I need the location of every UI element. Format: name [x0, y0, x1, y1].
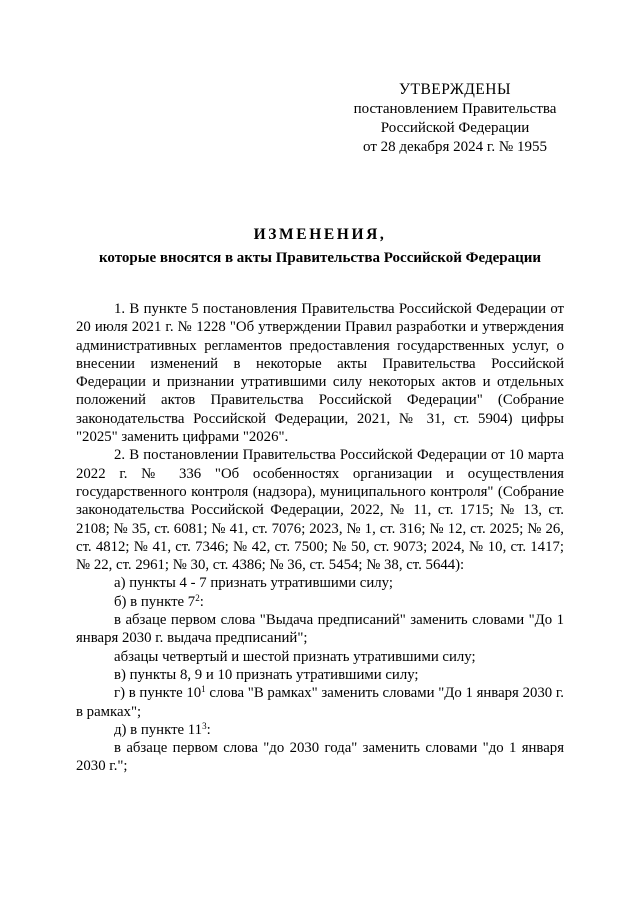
document-title: ИЗМЕНЕНИЯ, — [253, 226, 387, 243]
item-d-tail: : — [206, 721, 211, 738]
item-b-subparagraph-1: в абзаце первом слова "Выдача предписаний" заменить словами "До 1 января 2030 г. выдача предписаний"; — [76, 612, 564, 647]
approval-line-1: постановлением Правительства — [353, 101, 557, 117]
item-b-superscript: 2 — [195, 592, 200, 603]
item-g-superscript: 1 — [201, 684, 206, 695]
item-d-subparagraph-1: в абзаце первом слова "до 2030 года" заменить словами "до 1 января 2030 г."; — [76, 740, 564, 775]
item-b-tail: : — [199, 593, 204, 610]
item-g-pre: г) в пункте 10 — [114, 685, 202, 702]
document-subtitle: которые вносятся в акты Правительства Российской Федерации — [98, 250, 542, 266]
item-c: в) пункты 8, 9 и 10 признать утратившими силу; — [114, 666, 419, 683]
item-b-text: б) в пункте 7 — [114, 593, 196, 610]
item-g-post: слова "В рамках" заменить словами "До 1 января 2030 г. в рамках"; — [76, 685, 564, 720]
document-body — [76, 300, 564, 776]
item-d-superscript: 3 — [202, 720, 207, 731]
paragraph-2: 2. В постановлении Правительства Российской Федерации от 10 марта 2022 г. № 336 "Об особенностях организации и осуществления государственного контроля (надзора), муниципального контроля" (Собрание законодательства Российской Федерации, 2022, № 11, ст. 1715; № 13, ст. 2108; № 35, ст. 6081; № 41, ст. 7076; 2023, № 1, ст. 316; № 12, ст. 2025; № 26, ст. 4812; № 41, ст. 7346; № 42, ст. 7500; № 50, ст. 9073; 2024, № 10, ст. 1417; № 22, ст. 2961; № 30, ст. 4386; № 36, ст. 5454; № 38, ст. 5644): — [76, 447, 564, 574]
item-b — [76, 593, 564, 611]
approval-heading: УТВЕРЖДЕНЫ — [399, 81, 511, 98]
item-d-text: д) в пункте 11 — [114, 721, 203, 738]
item-d — [76, 721, 564, 739]
item-g — [76, 684, 564, 721]
paragraph-1: 1. В пункте 5 постановления Правительства Российской Федерации от 20 июля 2021 г. № 1228 "Об утверждении Правил разработки и утверждения административных регламентов предоставления государственных услуг, о внесении изменений в некоторые акты Правительства Российской Федерации и признании утратившими силу некоторых актов и отдельных положений актов Правительства Российской Федерации" (Собрание законодательства Российской Федерации, 2021, № 31, ст. 5904) цифры "2025" заменить цифрами "2026". — [76, 301, 564, 446]
approval-line-3: от 28 декабря 2024 г. № 1955 — [363, 139, 547, 155]
item-b-subparagraph-2: абзацы четвертый и шестой признать утратившими силу; — [114, 648, 476, 665]
approval-line-2: Российской Федерации — [380, 120, 530, 136]
item-a: а) пункты 4 - 7 признать утратившими силу; — [114, 575, 393, 592]
approval-stamp — [340, 80, 570, 157]
